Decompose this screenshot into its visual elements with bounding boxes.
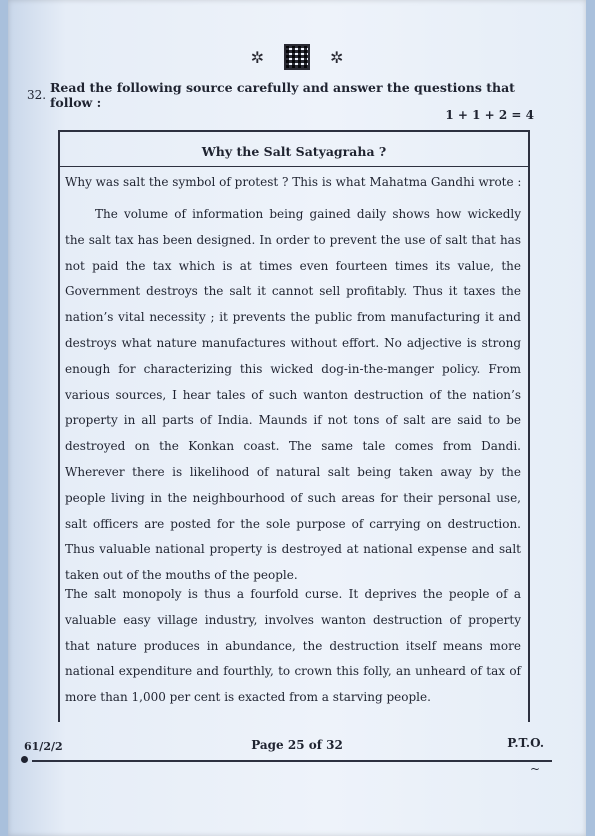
exam-page xyxy=(8,0,586,836)
pto-label: P.T.O. xyxy=(507,736,544,750)
source-paragraph-1: The volume of information being gained daily shows how wickedly the salt tax has been designed. In order to prevent the use of salt that has not paid the tax which is at times even fourteen times its value, the Government destroys the salt it cannot sell profitably. Thus it taxes the nation’s vital necessity ; it prevents the public from manufacturing it and destroys what nature manufactures without effort. No adjective is strong enough for characterizing this wicked dog-in-the-manger policy. From various sources, I hear tales of such wanton destruction of the nation’s property in all parts of India. Maunds if not tons of salt are said to be destroyed on the Konkan coast. The same tale comes from Dandi. Wherever there is likelihood of natural salt being taken away by the people living in the neighbourhood of such areas for their personal use, salt officers are posted for the sole purpose of carrying on destruction. Thus valuable national property is destroyed at national expense and salt taken out of the mouths of the people. xyxy=(65,207,521,583)
marks-allocation: 1 + 1 + 2 = 4 xyxy=(445,108,534,122)
page-number: Page 25 of 32 xyxy=(251,738,343,752)
continuation-mark: ~ xyxy=(529,762,540,776)
qr-code-icon xyxy=(286,46,308,68)
star-icon: ✲ xyxy=(330,47,344,67)
paper-code: 61/2/2 xyxy=(24,740,63,753)
star-icon: ✲ xyxy=(250,47,264,67)
source-title: Why the Salt Satyagraha ? xyxy=(201,144,387,159)
source-intro: Why was salt the symbol of protest ? This is what Mahatma Gandhi wrote : xyxy=(65,175,522,189)
bullet-icon xyxy=(21,756,28,763)
question-text: Read the following source carefully and answer the questions that follow : xyxy=(50,80,515,110)
footer-divider xyxy=(32,760,552,762)
source-paragraph-2: The salt monopoly is thus a fourfold curse. It deprives the people of a valuable easy village industry, involves wanton destruction of property that nature produces in abundance, the destruction itself means more national expenditure and fourthly, to crown this folly, an unheard of tax of more than 1,000 per cent is exacted from a starving people. xyxy=(65,587,521,705)
header-marks xyxy=(8,46,586,68)
source-box xyxy=(58,130,530,722)
question-number: 32. xyxy=(27,88,47,102)
title-divider xyxy=(60,166,528,167)
